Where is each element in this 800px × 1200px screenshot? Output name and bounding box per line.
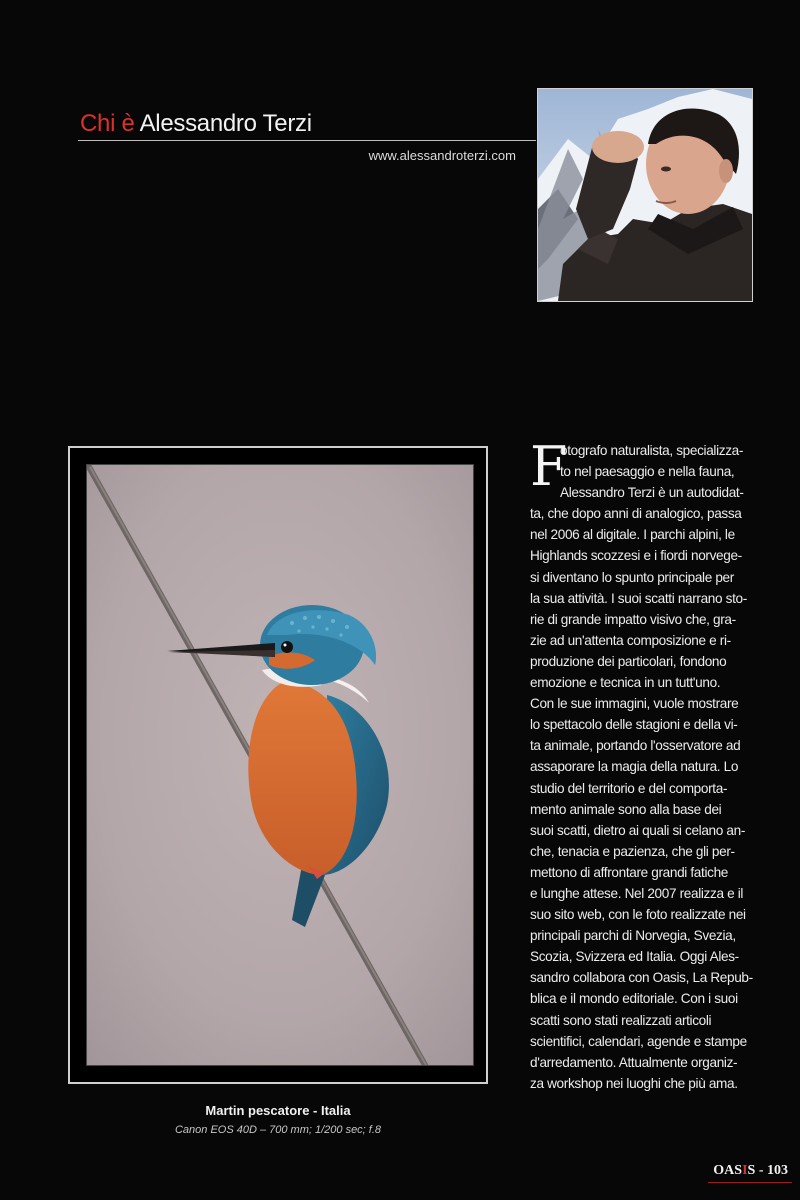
brand-part: OAS	[713, 1163, 743, 1178]
bio-line: suoi scatti, dietro ai quali si celano an-	[530, 822, 746, 838]
bio-line: otografo naturalista, specializza-	[560, 443, 744, 458]
page-number: 103	[767, 1163, 788, 1178]
bio-line: assaporare la magia della natura. Lo	[530, 759, 739, 775]
website-link[interactable]: www.alessandroterzi.com	[368, 148, 516, 163]
bio-line: produzione dei particolari, fondono	[530, 653, 727, 669]
photo-caption-specs: Canon EOS 40D – 700 mm; 1/200 sec; f.8	[174, 1124, 382, 1136]
drop-cap: F	[530, 435, 568, 498]
bio-line: scatti sono stati realizzati articoli	[530, 1012, 712, 1028]
title-divider	[78, 140, 536, 141]
bio-line: d'arredamento. Attualmente organiz-	[530, 1054, 738, 1070]
kingfisher-illustration	[87, 465, 473, 1065]
bio-line: che, tenacia e pazienza, che gli per-	[530, 843, 735, 859]
title-name: Alessandro Terzi	[139, 110, 312, 137]
bio-line: emozione e tecnica in un tutt'uno.	[530, 675, 721, 691]
bio-line: za workshop nei luoghi che più ama.	[530, 1075, 738, 1091]
bio-line: Highlands scozzesi e i fiordi norvege-	[530, 548, 742, 564]
bio-line: ta animale, portando l'osservatore ad	[530, 738, 741, 754]
bio-line: ta, che dopo anni di analogico, passa	[530, 506, 742, 522]
bio-line: scientifici, calendari, agende e stampe	[530, 1033, 747, 1049]
bio-line: Alessandro Terzi è un autodidat-	[560, 485, 744, 501]
bio-line: suo sito web, con le foto realizzate nei	[530, 907, 746, 923]
photo-caption-title: Martin pescatore - Italia	[205, 1103, 351, 1118]
bio-line: Con le sue immagini, vuole mostrare	[530, 696, 739, 712]
bio-line: la sua attività. I suoi scatti narrano sto-	[530, 590, 747, 606]
bio-line: studio del territorio e del comporta-	[530, 780, 728, 796]
bio-line: zie ad un'attenta composizione e ri-	[530, 632, 731, 648]
article-title	[80, 110, 312, 138]
brand-part: S	[747, 1163, 756, 1178]
portrait-photo	[537, 88, 753, 302]
bio-lines	[530, 435, 770, 1094]
kingfisher-photo	[86, 464, 474, 1066]
bio-line: Scozia, Svizzera ed Italia. Oggi Ales-	[530, 949, 739, 965]
bio-line: lo spettacolo delle stagioni e della vi-	[530, 717, 738, 733]
bio-line: mettono di affrontare grandi fatiche	[530, 864, 728, 880]
main-photo-frame	[68, 446, 488, 1084]
bio-line: to nel paesaggio e nella fauna,	[560, 464, 735, 480]
bio-line: mento animale sono alla base dei	[530, 801, 722, 817]
bio-line: blica e il mondo editoriale. Con i suoi	[530, 991, 738, 1007]
bio-line: principali parchi di Norvegia, Svezia,	[530, 928, 736, 944]
page-footer	[713, 1163, 788, 1179]
bio-text	[530, 435, 770, 1094]
portrait-illustration	[538, 89, 752, 301]
footer-separator: -	[755, 1163, 767, 1178]
bio-line: sandro collabora con Oasis, La Repub-	[530, 970, 753, 986]
title-prefix: Chi è	[80, 110, 135, 137]
bio-line: nel 2006 al digitale. I parchi alpini, le	[530, 527, 735, 543]
brand-accent-letter: I	[742, 1163, 748, 1178]
bio-line: si diventano lo spunto principale per	[530, 569, 734, 585]
footer-rule	[708, 1182, 792, 1183]
bio-line: rie di grande impatto visivo che, gra-	[530, 611, 736, 627]
bio-line: e lunghe attese. Nel 2007 realizza e il	[530, 885, 744, 901]
